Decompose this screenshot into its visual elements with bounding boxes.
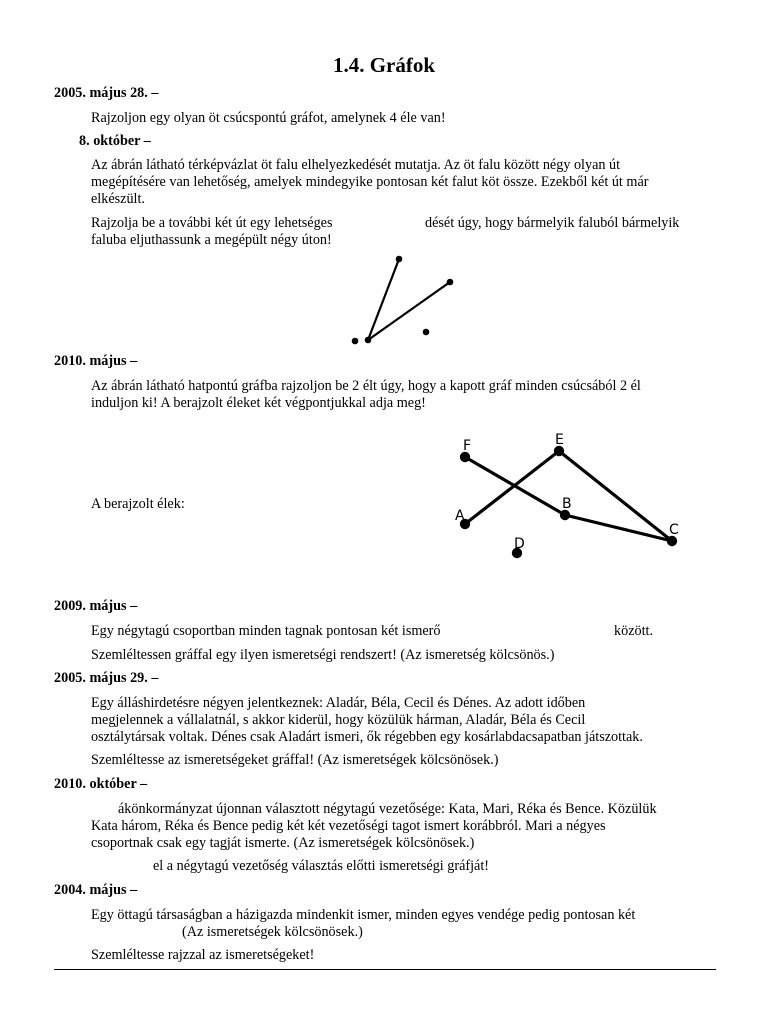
page-title: 1.4. Gráfok [332,53,436,77]
task-text: között. [614,623,654,639]
task-text: elkészült. [91,191,145,207]
task-text: Az ábrán látható térképvázlat öt falu elhelyezkedését mutatja. Az öt falu között négy olyan út [91,157,621,173]
vertex-label-b: B [562,496,572,512]
task-text: Egy álláshirdetésre négyen jelentkeznek: Aladár, Béla, Cecil és Dénes. Az adott időben [91,695,586,711]
task-text: Szemléltesse rajzzal az ismeretségeket! [91,947,315,963]
task-text: Rajzoljon egy olyan öt csúcspontú gráfot, amelynek 4 éle van! [91,110,446,126]
task-text: Egy öttagú társaságban a házigazda mindenkit ismer, minden egyes vendége pedig pontosan két [91,907,636,923]
task-text: dését úgy, hogy bármelyik faluból bármelyik [425,215,680,231]
graph-edge [465,451,559,524]
task-text: el a négytagú vezetőség választás előtti ismeretségi gráfját! [153,858,490,874]
section-heading: 2005. május 28. – [54,85,159,101]
task-text: Kata három, Réka és Bence pedig két két vezetőségi tagot ismert korábbról. Mari a négyes [91,818,606,834]
task-text: Egy négytagú csoportban minden tagnak pontosan két ismerő [91,623,441,639]
task-text: faluba eljuthassunk a megépült négy úton! [91,232,332,248]
bottom-divider [54,969,716,970]
task-text: Rajzolja be a további két út egy lehetséges [91,215,333,231]
vertex-label-c: C [669,522,679,538]
vertex-label-a: A [455,508,465,524]
section-heading: 2004. május – [54,882,138,898]
vertex-label-d: D [514,536,525,552]
task-text: csoportnak csak egy tagját ismerte. (Az ismeretségek kölcsönösek.) [91,835,475,851]
section-heading: 2005. május 29. – [54,670,159,686]
task-text: induljon ki! A berajzolt éleket két végpontjukkal adja meg! [91,395,426,411]
section-heading: 2010. május – [54,353,138,369]
vertex-label-e: E [555,432,564,448]
task-text: ákönkormányzat újonnan választott négytagú vezetősége: Kata, Mari, Réka és Bence. Közülük [118,801,657,817]
vertex-label-f: F [463,438,472,454]
task-text: megjelennek a vállalatnál, s akkor kiderül, hogy közülük hárman, Aladár, Béla és Cecil [91,712,586,728]
task-text: Az ábrán látható hatpontú gráfba rajzoljon be 2 élt úgy, hogy a kapott gráf minden csúcsából 2 él [91,378,641,394]
task-text: megépítésére van lehetőség, amelyek mindegyike pontosan két falut köt össze. Ezekből két út már [91,174,649,190]
section-heading: 2009. május – [54,598,138,614]
section-heading: 8. október – [79,133,151,149]
edges-label: A berajzolt élek: [91,496,185,512]
task-text: osztálytársak voltak. Dénes csak Aladárt ismeri, ők régebben egy kosárlabdacsapatban játszottak. [91,729,643,745]
task-text: Szemléltesse az ismeretségeket gráffal! (Az ismeretségek kölcsönösek.) [91,752,499,768]
task-text: (Az ismeretségek kölcsönösek.) [182,924,363,940]
section-heading: 2010. október – [54,776,148,792]
task-text: Szemléltessen gráffal egy ilyen ismeretségi rendszert! (Az ismeretség kölcsönös.) [91,647,555,663]
